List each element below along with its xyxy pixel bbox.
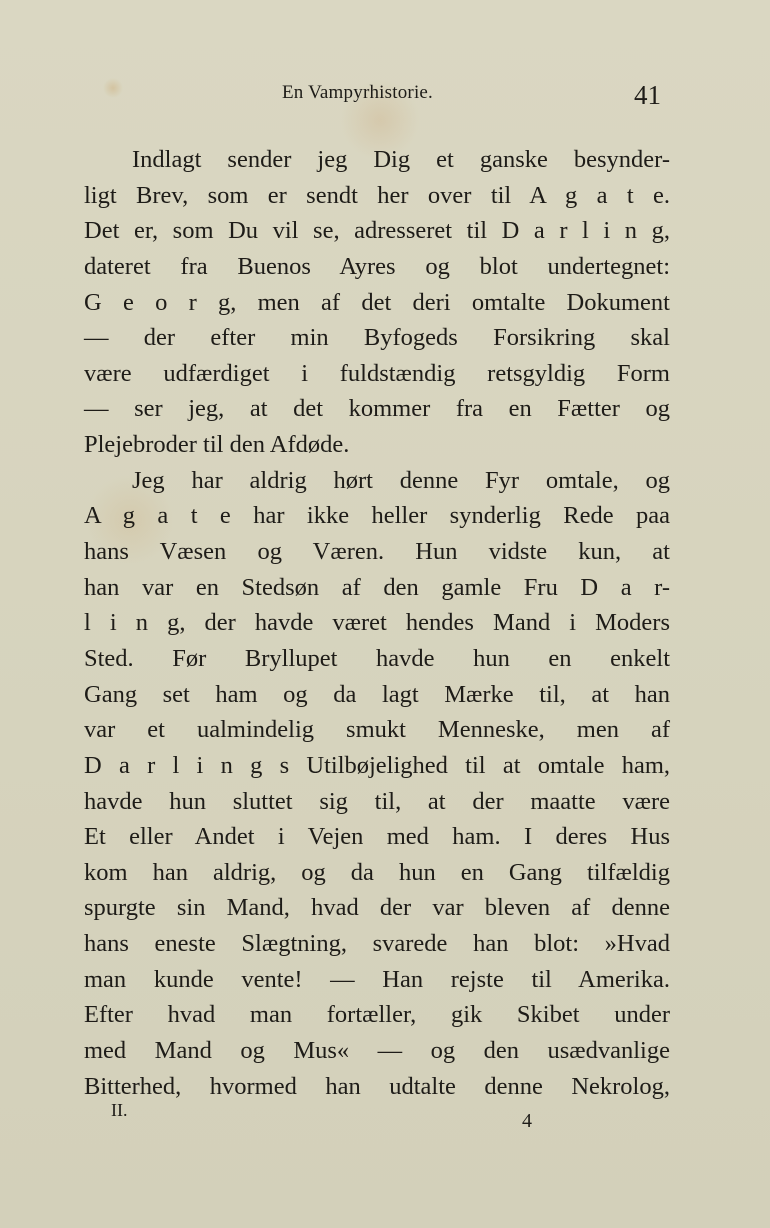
- body-text: [84, 142, 670, 1104]
- page-number: 41: [634, 80, 661, 110]
- text-line: G e o r g, men af det deri omtalte Dokument: [84, 288, 670, 316]
- running-head-title: En Vampyrhistorie.: [282, 82, 434, 103]
- running-head: [0, 80, 770, 110]
- text-line: Indlagt sender jeg Dig et ganske besynder-: [132, 146, 670, 173]
- text-line: Bitterhed, hvormed han udtalte denne Nekrolog,: [84, 1072, 670, 1100]
- text-line: D a r l i n g s Utilbøjelighed til at omtale ham,: [84, 751, 670, 779]
- text-line: man kunde vente! — Han rejste til Amerika.: [84, 965, 670, 993]
- text-line: ligt Brev, som er sendt her over til A g a t e.: [84, 181, 670, 209]
- sheet-number: 4: [522, 1110, 532, 1132]
- text-line: dateret fra Buenos Ayres og blot undertegnet:: [84, 252, 670, 280]
- text-line: var et ualmindelig smukt Menneske, men af: [84, 716, 670, 744]
- signature-mark: II.: [111, 1100, 128, 1120]
- text-line: Gang set ham og da lagt Mærke til, at han: [84, 680, 670, 708]
- text-line: spurgte sin Mand, hvad der var bleven af denne: [84, 894, 670, 922]
- text-line: med Mand og Mus« — og den usædvanlige: [84, 1037, 670, 1065]
- page-footer: [0, 1100, 770, 1140]
- text-line: kom han aldrig, og da hun en Gang tilfældig: [84, 858, 670, 886]
- text-line: havde hun sluttet sig til, at der maatte være: [84, 787, 670, 815]
- text-line: Det er, som Du vil se, adresseret til D a r l i n g,: [84, 217, 670, 245]
- text-line: Sted. Før Bryllupet havde hun en enkelt: [84, 644, 670, 672]
- text-line: han var en Stedsøn af den gamle Fru D a r-: [84, 573, 670, 601]
- text-line: hans Væsen og Væren. Hun vidste kun, at: [84, 538, 670, 566]
- text-line: Et eller Andet i Vejen med ham. I deres Hus: [84, 823, 670, 851]
- text-line: Efter hvad man fortæller, gik Skibet under: [84, 1001, 670, 1029]
- text-line: A g a t e har ikke heller synderlig Rede paa: [84, 502, 670, 530]
- text-line: være udfærdiget i fuldstændig retsgyldig Form: [84, 359, 670, 387]
- text-line: Jeg har aldrig hørt denne Fyr omtale, og: [132, 466, 670, 494]
- text-line: Plejebroder til den Afdøde.: [84, 431, 350, 459]
- text-line: — der efter min Byfogeds Forsikring skal: [84, 324, 670, 352]
- text-line: hans eneste Slægtning, svarede han blot: »Hvad: [84, 930, 670, 958]
- text-line: — ser jeg, at det kommer fra en Fætter og: [84, 395, 670, 423]
- text-line: l i n g, der havde været hendes Mand i Moders: [84, 609, 670, 637]
